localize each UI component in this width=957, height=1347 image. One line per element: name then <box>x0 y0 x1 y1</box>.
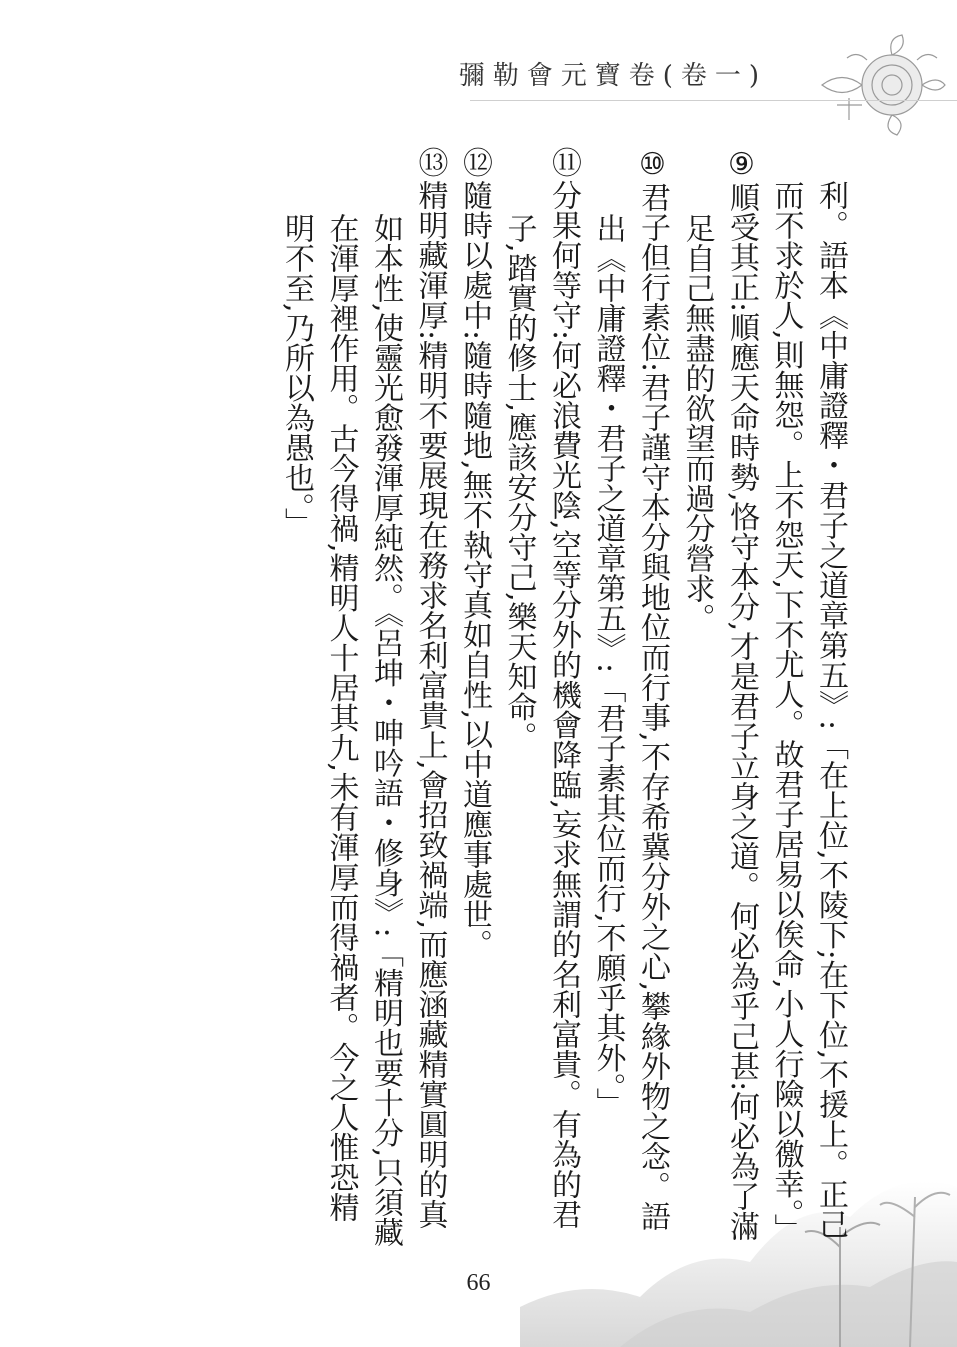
note-item: ⑬精明藏渾厚:精明不要展現在務求名利富貴上,會招致禍端,而應涵藏精實圓明的真如本性,使靈光愈發渾厚純然。《呂坤・呻吟語・修身》:「精明也要十分,只須藏在渾厚裡作用。古今得禍,精明人十居其九,未有渾厚而得禍者。今之人惟恐精明不至,乃所以為愚也。」 <box>279 147 448 1248</box>
header-divider <box>470 100 957 101</box>
note-text: 君子但行素位:君子謹守本分與地位而行事,不存希冀分外之心,攀緣外物之念。語出《中庸證釋・君子之道章第五》:「君子素其位而行,不願乎其外。」 <box>590 182 670 1232</box>
note-item <box>674 147 763 1250</box>
note-item <box>585 147 674 1250</box>
continuation-paragraph: 利。語本《中庸證釋・君子之道章第五》:「在上位,不陵下;在下位,不援上。正己而不求於人,則無怨。上不怨天,下不尤人。故君子居易以俟命,小人行險以徼幸。」 <box>768 180 848 1244</box>
note-number: ⑨ <box>724 147 759 182</box>
vertical-text-body <box>232 147 852 1250</box>
page-header-title: 彌勒會元寶卷(卷一) <box>458 61 767 91</box>
note-text: 精明藏渾厚:精明不要展現在務求名利富貴上,會招致禍端,而應涵藏精實圓明的真如本性,使靈光愈發渾厚純然。《呂坤・呻吟語・修身》:「精明也要十分,只須藏在渾厚裡作用。古今得禍,精明人十居其九,未有渾厚而得禍者。今之人惟恐精明不至,乃所以為愚也。」 <box>279 180 448 1248</box>
page-number: 66 <box>466 1270 491 1296</box>
note-text: 分果何等守:何必浪費光陰,空等分外的機會降臨,妄求無謂的名利富貴。有為的君子,踏實的修士,應該安分守己,樂天知命。 <box>501 180 581 1230</box>
note-text: 隨時以處中:隨時隨地,無不執守真如自性,以中道應事處世。 <box>457 180 492 960</box>
note-item: ⑪分果何等守:何必浪費光陰,空等分外的機會降臨,妄求無謂的名利富貴。有為的君子,踏實的修士,應該安分守己,樂天知命。 <box>501 147 581 1230</box>
note-text: 順受其正:順應天命時勢,恪守本分,才是君子立身之道。何必為乎己甚:何必為了滿足自己無盡的欲望而過分營求。 <box>679 182 759 1242</box>
note-number: ⑩ <box>635 147 670 182</box>
note-item: ⑫隨時以處中:隨時隨地,無不執守真如自性,以中道應事處世。 <box>457 147 492 960</box>
peony-ornament-icon <box>807 30 947 140</box>
